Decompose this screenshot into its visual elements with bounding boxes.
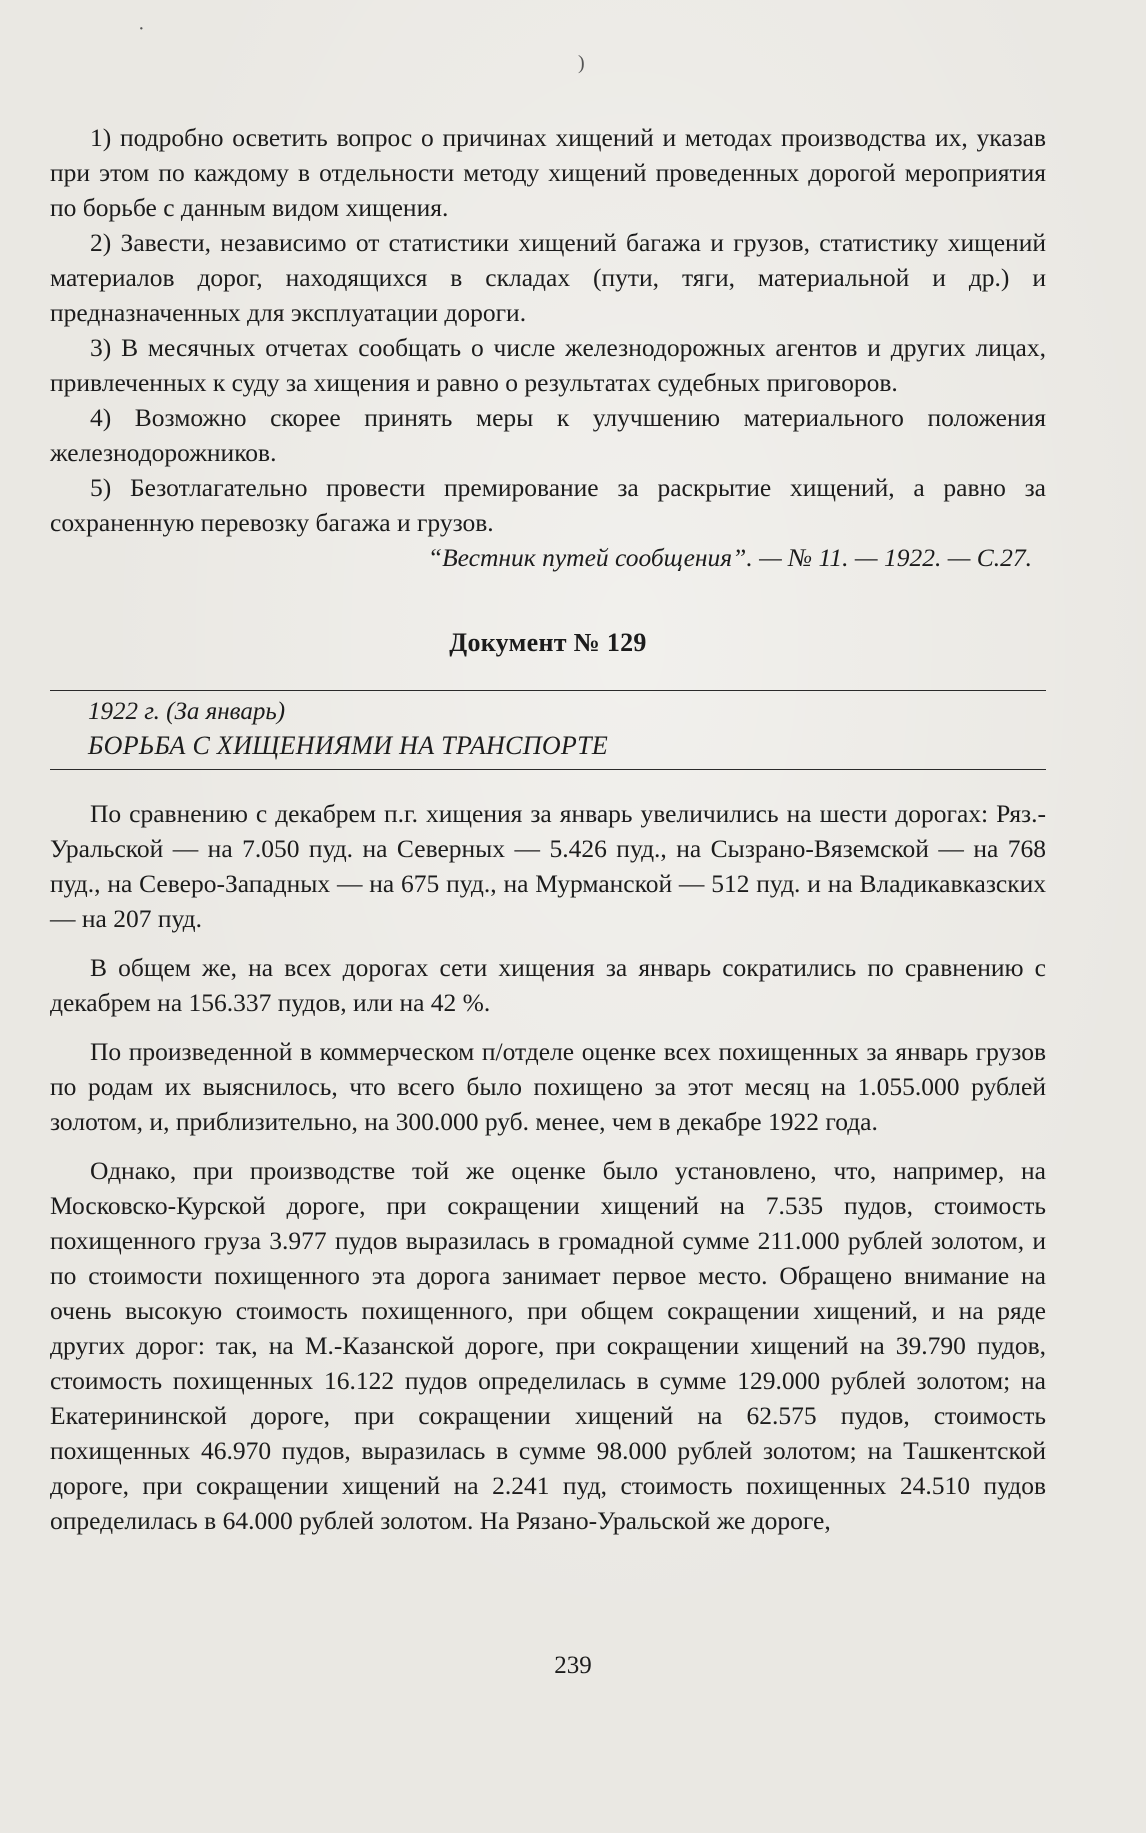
body-paragraph: По сравнению с декабрем п.г. хищения за январь увеличились на шести дорогах: Ряз.-Уральской — на 7.050 пуд. на Северных — 5.426 пуд., на Сызрано-Вяземской — на 768 пуд., на Северо-Западных — на 675 пуд., на Мурманской — 512 пуд. и на Владикавказских — на 207 пуд. — [50, 799, 1046, 933]
document-title: Документ № 129 — [449, 628, 647, 657]
document-body — [50, 796, 1046, 1538]
document-date: 1922 г. (За январь) — [88, 698, 286, 725]
document-header — [50, 691, 1046, 769]
source-citation: “Вестник путей сообщения”. — № 11. — 1922. — С.27. — [427, 543, 1032, 572]
page-number: 239 — [554, 1652, 592, 1679]
list-item: 3) В месячных отчетах сообщать о числе железнодорожных агентов и других лицах, привлеченных к суду за хищения и равно о результатах судебных приговоров. — [50, 333, 1046, 397]
page-speck: ) — [578, 52, 585, 74]
list-item: 1) подробно осветить вопрос о причинах хищений и методах производства их, указав при этом по каждому в отдельности методу хищений проведенных дорогой мероприятия по борьбе с данным видом хищения. — [50, 123, 1046, 222]
list-item: 5) Безотлагательно провести премирование за раскрытие хищений, а равно за сохраненную перевозку багажа и грузов. — [50, 473, 1046, 537]
body-paragraph: По произведенной в коммерческом п/отделе оценке всех похищенных за январь грузов по родам их выяснилось, что всего было похищено за этот месяц на 1.055.000 рублей золотом, и, приблизительно, на 300.000 руб. менее, чем в декабре 1922 года. — [50, 1037, 1046, 1136]
header-bottom-rule — [50, 769, 1046, 770]
page-text — [50, 120, 1046, 1538]
document-heading: БОРЬБА С ХИЩЕНИЯМИ НА ТРАНСПОРТЕ — [88, 731, 609, 760]
body-paragraph: В общем же, на всех дорогах сети хищения за январь сократились по сравнению с декабрем на 156.337 пудов, или на 42 %. — [50, 953, 1046, 1017]
body-paragraph: Однако, при производстве той же оценке было установлено, что, например, на Московско-Курской дороге, при сокращении хищений на 7.535 пудов, стоимость похищенного груза 3.977 пудов выразилась в громадной сумме 211.000 рублей золотом, и по стоимости похищенного эта дорога занимает первое место. Обращено внимание на очень высокую стоимость похищенного, при общем сокращении хищений, и на ряде других дорог: так, на М.-Казанской дороге, при сокращении хищений на 39.790 пудов, стоимость похищенных 16.122 пудов определилась в сумме 129.000 рублей золотом; на Екатерининской дороге, при сокращении хищений на 62.575 пудов, стоимость похищенных 46.970 пудов, выразилась в сумме 98.000 рублей золотом; на Ташкентской дороге, при сокращении хищений на 2.241 пуд, стоимость похищенных 24.510 пудов определилась в 64.000 рублей золотом. На Рязано-Уральской же дороге, — [50, 1156, 1046, 1535]
page-speck: · — [138, 18, 145, 40]
list-item: 4) Возможно скорее принять меры к улучшению материального положения железнодорожников. — [50, 403, 1046, 467]
list-item: 2) Завести, независимо от статистики хищений багажа и грузов, статистику хищений материалов дорог, находящихся в складах (пути, тяги, материальной и др.) и предназначенных для эксплуатации дороги. — [50, 228, 1046, 327]
